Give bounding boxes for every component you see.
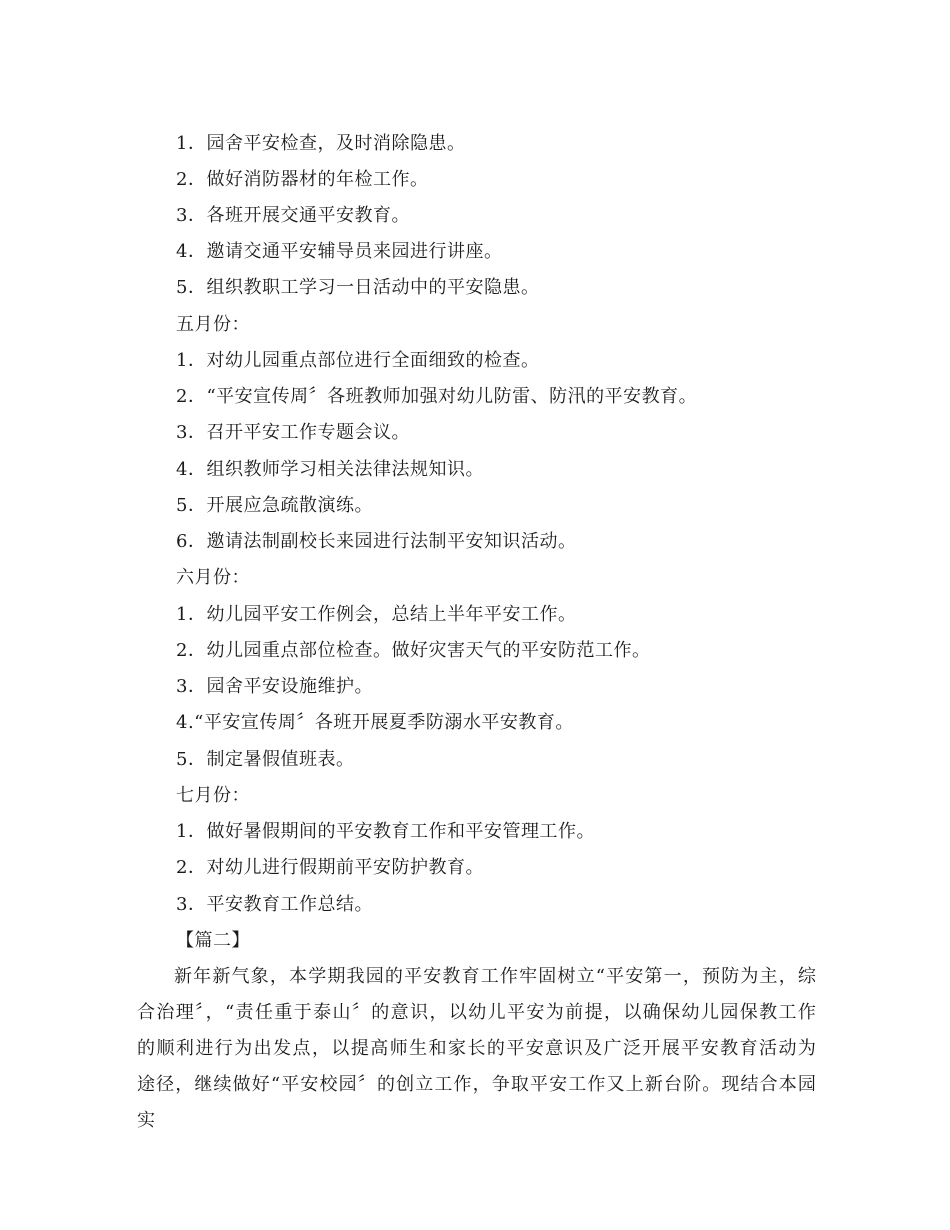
list-item: 4．组织教师学习相关法律法规知识。 bbox=[176, 459, 484, 480]
list-item: 1．做好暑假期间的平安教育工作和平安管理工作。 bbox=[176, 821, 595, 842]
list-item: 5．开展应急疏散演练。 bbox=[176, 495, 373, 516]
list-item: 1．对幼儿园重点部位进行全面细致的检查。 bbox=[176, 350, 540, 371]
list-item: 2．做好消防器材的年检工作。 bbox=[176, 169, 429, 190]
list-item: 3．召开平安工作专题会议。 bbox=[176, 422, 410, 443]
list-item: 2．“平安宣传周〞各班教师加强对幼儿防雷、防汛的平安教育。 bbox=[176, 386, 698, 407]
list-item: 2．对幼儿进行假期前平安防护教育。 bbox=[176, 857, 484, 878]
list-item: 5．组织教职工学习一日活动中的平安隐患。 bbox=[176, 277, 540, 298]
list-item: 2．幼儿园重点部位检查。做好灾害天气的平安防范工作。 bbox=[176, 640, 651, 661]
month-heading-june: 六月份： bbox=[176, 567, 250, 588]
list-item: 1．园舍平安检查，及时消除隐患。 bbox=[176, 133, 466, 154]
list-item: 3．各班开展交通平安教育。 bbox=[176, 205, 410, 226]
body-paragraph: 新年新气象，本学期我园的平安教育工作牢固树立“平安第一，预防为主，综合治理〞，“责任重于泰山〞的意识，以幼儿平安为前提，以确保幼儿园保教工作的顺利进行为出发点，以提高师生和家长的平安意识及广泛开展平安教育活动为途径，继续做好“平安校园〞的创立工作，争取平安工作又上新台阶。现结合本园实 bbox=[137, 966, 817, 1131]
section-title: 【篇二】 bbox=[176, 930, 250, 951]
list-item: 4．邀请交通平安辅导员来园进行讲座。 bbox=[176, 241, 503, 262]
month-heading-may: 五月份： bbox=[176, 314, 250, 335]
list-item: 4.“平安宣传周〞各班开展夏季防溺水平安教育。 bbox=[176, 712, 574, 733]
list-item: 3．平安教育工作总结。 bbox=[176, 894, 373, 915]
list-item: 1．幼儿园平安工作例会，总结上半年平安工作。 bbox=[176, 604, 577, 625]
month-heading-july: 七月份： bbox=[176, 785, 250, 806]
list-item: 3．园舍平安设施维护。 bbox=[176, 676, 373, 697]
list-item: 5．制定暑假值班表。 bbox=[176, 749, 355, 770]
list-item: 6．邀请法制副校长来园进行法制平安知识活动。 bbox=[176, 531, 577, 552]
